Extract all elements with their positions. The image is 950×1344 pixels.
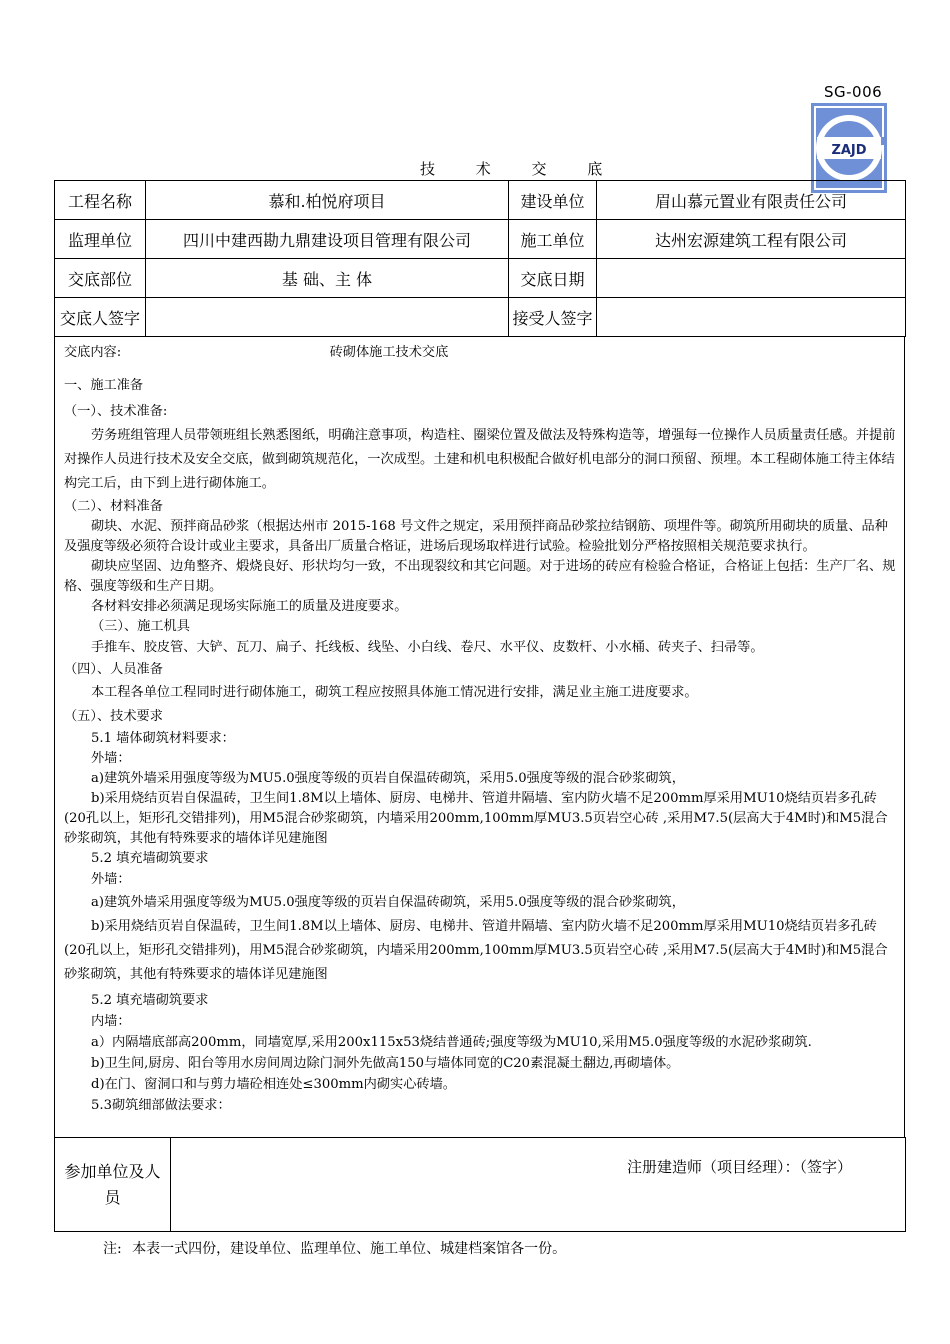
content-line: （五）、技术要求 [64, 709, 163, 724]
content-line: （四）、人员准备 [64, 662, 163, 677]
project-label: 工程名称 [55, 181, 146, 220]
part-label: 交底部位 [55, 259, 146, 298]
content-line: 各材料安排必须满足现场实际施工的质量及进度要求。 [91, 599, 408, 614]
svg-text:ZAJD: ZAJD [831, 143, 867, 158]
receiver-label: 接受人签字 [509, 298, 597, 337]
content-line: 砌块应坚固、边角整齐、煅烧良好、形状均匀一致，不出现裂纹和其它问题。对于进场的砖应有检验合格证，合格证上包括：生产厂名、规格、强度等级和生产日期。 [64, 559, 896, 594]
content-line: 外墙： [91, 872, 131, 887]
table-row [55, 220, 906, 259]
signature-area[interactable] [171, 1138, 906, 1232]
owner-label: 建设单位 [509, 181, 597, 220]
content-label: 交底内容: [64, 345, 122, 360]
content-line: b)采用烧结页岩自保温砖，卫生间1.8M以上墙体、厨房、电梯井、管道井隔墙、室内防火墙不足200mm厚采用MU10烧结页岩多孔砖(20孔以上，矩形孔交错排列)，用M5混合砂浆砌筑，内墙采用200mm,100mm厚MU3.5页岩空心砖 ,采用M7.5(层高大于4M时)和M5混合砂浆砌筑，其他有特殊要求的墙体详见建施图 [64, 919, 888, 982]
content-line: 劳务班组管理人员带领班组长熟悉图纸，明确注意事项，构造柱、圈梁位置及做法及特殊构造等，增强每一位操作人员质量责任感。并提前对操作人员进行技术及安全交底，做到砌筑规范化，一次成型。土建和机电积极配合做好机电部分的洞口预留、预埋。本工程砌体施工待主体结构完工后，由下到上进行砌体施工。 [64, 428, 896, 491]
project-value: 慕和.柏悦府项目 [146, 181, 509, 220]
content-line: 内墙： [91, 1014, 131, 1029]
date-label: 交底日期 [509, 259, 597, 298]
document-title: 技 术 交 底 [420, 160, 621, 178]
participants-label: 参加单位及人员 [55, 1138, 171, 1232]
content-line: （三）、施工机具 [91, 619, 190, 634]
giver-value [146, 298, 509, 337]
content-line: a)建筑外墙采用强度等级为MU5.0强度等级的页岩自保温砖砌筑，采用5.0强度等级的混合砂浆砌筑， [91, 771, 685, 786]
content-line: （二）、材料准备 [64, 499, 163, 514]
content-line: 外墙： [91, 751, 131, 766]
content-line: 一、施工准备 [64, 378, 144, 393]
content-line: 5.2 填充墙砌筑要求 [91, 993, 209, 1008]
contractor-value: 达州宏源建筑工程有限公司 [597, 220, 906, 259]
form-code: SG-006 [824, 83, 883, 101]
header-table [54, 180, 906, 337]
table-row [55, 181, 906, 220]
contractor-label: 施工单位 [509, 220, 597, 259]
engineer-signature-label: 注册建造师（项目经理）：（签字） [627, 1158, 853, 1176]
supervisor-label: 监理单位 [55, 220, 146, 259]
content-line: 手推车、胶皮管、大铲、瓦刀、扁子、托线板、线坠、小白线、卷尺、水平仪、皮数杆、小水桶、砖夹子、扫帚等。 [91, 640, 764, 655]
footnote-text: 本表一式四份，建设单位、监理单位、施工单位、城建档案馆各一份。 [132, 1241, 567, 1257]
footnote [103, 1238, 566, 1258]
part-value: 基 础、主 体 [146, 259, 509, 298]
content-line: （一）、技术准备: [64, 404, 168, 419]
date-value [597, 259, 906, 298]
content-line: b)卫生间,厨房、阳台等用水房间周边除门洞外先做高150与墙体同宽的C20素混凝土翻边,再砌墙体。 [91, 1056, 680, 1071]
content-line: 5.1 墙体砌筑材料要求： [91, 731, 235, 746]
content-line: a）内隔墙底部高200mm，同墙宽厚,采用200x115x53烧结普通砖;强度等级为MU10,采用M5.0强度等级的水泥砂浆砌筑. [91, 1035, 812, 1050]
table-row [55, 298, 906, 337]
owner-value: 眉山慕元置业有限责任公司 [597, 181, 906, 220]
table-row [55, 259, 906, 298]
content-line: 砌块、水泥、预拌商品砂浆（根据达州市 2015-168 号文件之规定，采用预拌商品砂浆拉结钢筋、项埋件等。砌筑所用砌块的质量、品种及强度等级必须符合设计或业主要求，具备出厂质量合格证，进场后现场取样进行试验。检验批划分严格按照相关规范要求执行。 [64, 519, 888, 554]
content-line: 本工程各单位工程同时进行砌体施工，砌筑工程应按照具体施工情况进行安排，满足业主施工进度要求。 [91, 685, 698, 700]
content-line: b)采用烧结页岩自保温砖，卫生间1.8M以上墙体、厨房、电梯井、管道井隔墙、室内防火墙不足200mm厚采用MU10烧结页岩多孔砖(20孔以上，矩形孔交错排列)，用M5混合砂浆砌筑，内墙采用200mm,100mm厚MU3.5页岩空心砖 ,采用M7.5(层高大于4M时)和M5混合砂浆砌筑，其他有特殊要求的墙体详见建施图 [64, 791, 888, 846]
content-subject: 砖砌体施工技术交底 [329, 345, 449, 360]
content-line: a)建筑外墙采用强度等级为MU5.0强度等级的页岩自保温砖砌筑，采用5.0强度等级的混合砂浆砌筑， [91, 895, 685, 910]
content-section [54, 336, 905, 1137]
table-row [55, 1138, 906, 1232]
content-line: 5.2 填充墙砌筑要求 [91, 851, 209, 866]
footnote-label: 注: [103, 1241, 122, 1257]
content-label-row [55, 342, 904, 363]
content-line: d)在门、窗洞口和与剪力墙砼相连处≤300mm内砌实心砖墙。 [91, 1077, 456, 1092]
content-line: 5.3砌筑细部做法要求： [91, 1098, 231, 1113]
supervisor-value: 四川中建西勘九鼎建设项目管理有限公司 [146, 220, 509, 259]
participants-table [54, 1137, 906, 1232]
giver-label: 交底人签字 [55, 298, 146, 337]
receiver-value [597, 298, 906, 337]
